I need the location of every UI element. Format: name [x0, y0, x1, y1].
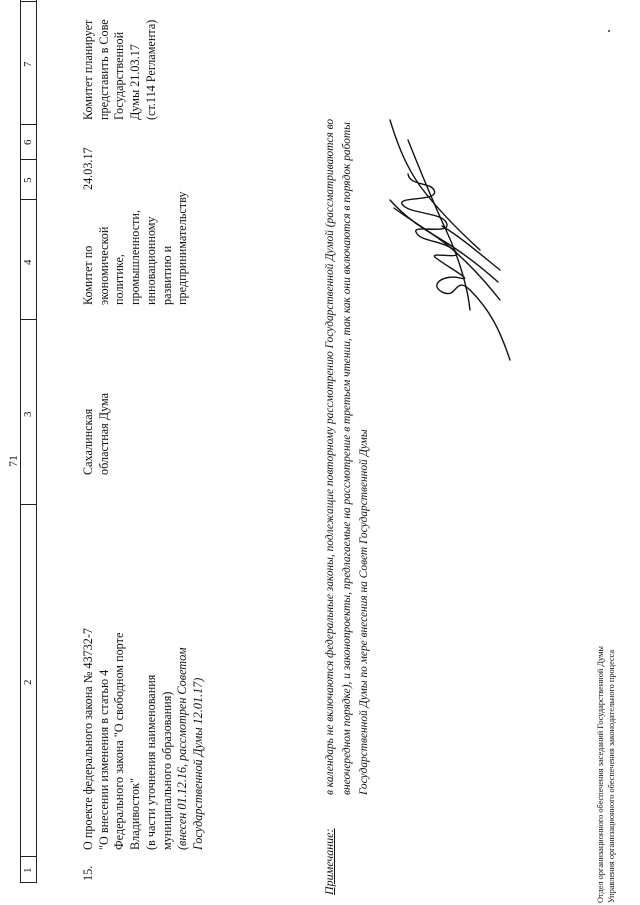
initiator-line: областная Дума — [96, 392, 111, 475]
handwritten-signature-icon — [350, 110, 550, 370]
column-number: 7 — [22, 61, 34, 67]
column-number: 1 — [22, 867, 34, 873]
committee-line: развитию и — [159, 245, 174, 305]
table-divider — [20, 124, 36, 125]
column-number: 5 — [22, 177, 34, 183]
committee-line: инновационному — [143, 216, 158, 305]
table-divider — [20, 199, 36, 200]
note-label: Примечание: — [322, 828, 336, 895]
bill-note-line: Государственной Думы 12.01.17) — [190, 677, 205, 850]
row-number: 15. — [81, 865, 95, 881]
bill-line: Федерального закона "О свободном порте — [112, 632, 127, 850]
status-line: Комитет планирует — [81, 19, 95, 120]
committee-line: политике, — [112, 254, 127, 305]
scan-speck — [608, 30, 610, 32]
table-divider — [20, 159, 36, 160]
footer-line: Управления организационного обеспечения законодательного процесса — [606, 649, 616, 903]
committee-line: Комитет по — [81, 245, 95, 305]
table-divider — [20, 856, 36, 857]
note-line: Государственной Думы по мере внесения на Совет Государственной Думы — [358, 429, 370, 795]
committee-line: экономической — [96, 226, 111, 305]
bill-line: Владивосток" — [128, 778, 143, 850]
status-line: (ст.114 Регламента) — [143, 19, 158, 120]
table-top-border — [20, 0, 21, 883]
bill-line: (в части уточнения наименования — [143, 674, 158, 850]
date: 24.03.17 — [81, 147, 95, 190]
initiator — [81, 325, 112, 475]
column-number: 4 — [22, 259, 34, 265]
footer-line: Отдел организационного обеспечения заседаний Государственной Думы — [596, 646, 605, 903]
note-line: внеочередном порядке), и законопроекты, предлагаемые на рассмотрение в третьем чтении, так как они включаются в порядок работы — [341, 122, 353, 795]
committee-line: промышленности, — [128, 209, 143, 305]
note-line: в календарь не включаются федеральные законы, подлежащие повторному рассмотрению Государственной Думой (рассматриваются во — [324, 118, 336, 795]
status-line: Государственной — [112, 31, 127, 120]
initiator-line: Сахалинская — [81, 408, 95, 475]
status-line: представить в Сове — [96, 19, 111, 120]
table-divider — [20, 1, 36, 2]
committee-line: предпринимательству — [175, 191, 190, 305]
column-number: 2 — [22, 679, 34, 685]
bill-description — [81, 510, 207, 850]
table-divider — [20, 882, 36, 883]
bill-line: "О внесении изменения в статью 4 — [96, 669, 111, 850]
table-header-border — [36, 0, 37, 883]
page-number: 71 — [6, 455, 20, 467]
table-divider — [20, 319, 36, 320]
bill-note-line: (внесен 01.12.16, рассмотрен Советом — [175, 647, 190, 850]
footer — [596, 383, 617, 903]
column-number: 3 — [22, 411, 34, 417]
column-number: 6 — [22, 139, 34, 145]
status-line: Думы 21.03.17 — [128, 44, 143, 120]
bill-line: О проекте федерального закона № 43732-7 — [81, 627, 95, 850]
status — [81, 0, 160, 120]
bill-line: муниципального образования) — [159, 691, 174, 850]
table-divider — [20, 504, 36, 505]
